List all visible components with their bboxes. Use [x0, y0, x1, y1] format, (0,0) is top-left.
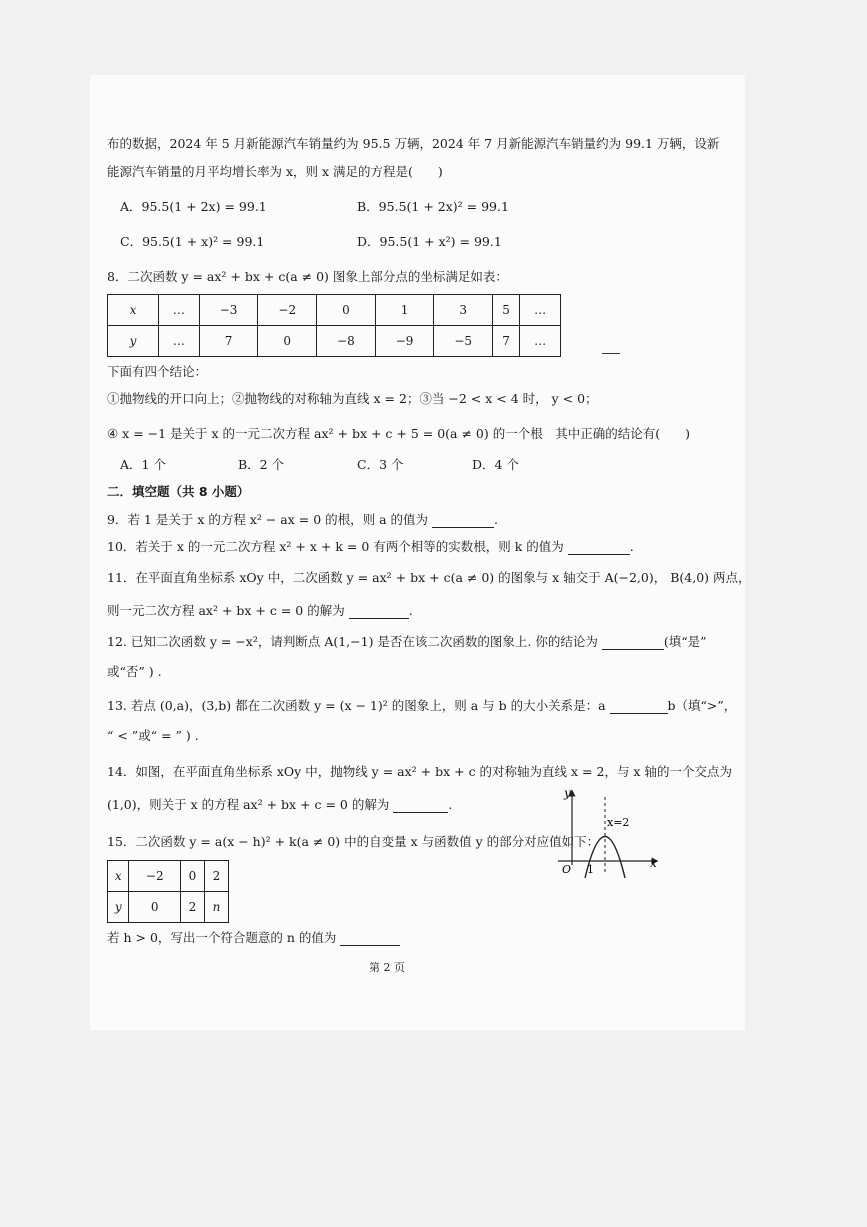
scan-mark: [602, 353, 620, 354]
q8-cell: 0: [317, 295, 376, 326]
q14-line1: 14．如图，在平面直角坐标系 xOy 中，抛物线 y = ax² + bx + c 的对称轴为直线 x = 2，与 x 轴的一个交点为: [107, 764, 732, 779]
q8-option-c: C．3 个: [357, 457, 404, 472]
q8-cell: 0: [258, 326, 317, 357]
q8-cell: −5: [434, 326, 493, 357]
q15-cell: n: [204, 892, 228, 923]
q7-option-b: B．95.5(1 + 2x)² = 99.1: [357, 199, 509, 214]
q15-cell: y: [108, 892, 129, 923]
q8-cell: 1: [375, 295, 434, 326]
q8-option-a: A．1 个: [120, 457, 166, 472]
q8-cell: …: [520, 326, 561, 357]
tick-one-label: 1: [587, 863, 594, 876]
q12-text: 12. 已知二次函数 y = −x²，请判断点 A(1,−1) 是否在该二次函数的图象上. 你的结论为: [107, 634, 598, 649]
q15-cell: 0: [181, 861, 205, 892]
q10-end: .: [629, 539, 634, 554]
q7-line2: 能源汽车销量的月平均增长率为 x，则 x 满足的方程是( ): [107, 164, 443, 179]
q8-conclusions-2: ④ x = −1 是关于 x 的一元二次方程 ax² + bx + c + 5 = 0(a ≠ 0) 的一个根 其中正确的结论有( ): [107, 426, 690, 441]
q8-cell: 7: [493, 326, 520, 357]
y-axis-label: y: [564, 786, 571, 800]
q15-cell: −2: [129, 861, 181, 892]
q13-line2: “ < ”或“ = ” ) .: [107, 728, 199, 743]
q8-cell: 3: [434, 295, 493, 326]
q15-table-row-x: [108, 861, 229, 892]
q14-answer-blank[interactable]: [393, 800, 448, 813]
x-axis-label: x: [650, 856, 657, 870]
parabola-figure: [550, 785, 665, 880]
q9-line: [107, 512, 498, 528]
q8-cell: 7: [199, 326, 258, 357]
q8-cell: …: [159, 295, 200, 326]
q10-answer-blank[interactable]: [568, 542, 630, 555]
q8-cell: x: [108, 295, 159, 326]
q11-line2: [107, 603, 413, 619]
q9-text: 9．若 1 是关于 x 的方程 x² − ax = 0 的根，则 a 的值为: [107, 512, 429, 527]
q11-line1: 11．在平面直角坐标系 xOy 中，二次函数 y = ax² + bx + c(a ≠ 0) 的图象与 x 轴交于 A(−2,0)， B(4,0) 两点，: [107, 570, 751, 585]
q8-cell: −9: [375, 326, 434, 357]
q8-cell: y: [108, 326, 159, 357]
q14-end: .: [448, 797, 453, 812]
q11-text: 则一元二次方程 ax² + bx + c = 0 的解为: [107, 603, 345, 618]
symmetry-axis-label: x=2: [607, 816, 630, 829]
q10-line: [107, 539, 634, 555]
origin-label: O: [562, 863, 572, 876]
q8-conclusions-1: ①抛物线的开口向上；②抛物线的对称轴为直线 x = 2；③当 −2 < x < 4 时， y < 0；: [107, 391, 598, 406]
q8-table-row-y: [108, 326, 561, 357]
q9-end: .: [494, 512, 499, 527]
q15-table-row-y: [108, 892, 229, 923]
q12-answer-blank[interactable]: [602, 637, 664, 650]
q10-text: 10．若关于 x 的一元二次方程 x² + x + k = 0 有两个相等的实数根，则 k 的值为: [107, 539, 564, 554]
q8-option-b: B．2 个: [238, 457, 285, 472]
section-title: 二．填空题（共 8 小题）: [107, 484, 250, 499]
q14-line2: [107, 797, 452, 813]
q8-cell: −8: [317, 326, 376, 357]
q8-cell: …: [159, 326, 200, 357]
q13-text: 13. 若点 (0,a)，(3,b) 都在二次函数 y = (x − 1)² 的图象上，则 a 与 b 的大小关系是：a: [107, 698, 606, 713]
q12-line2: 或“否” ) .: [107, 664, 162, 679]
q15-cell: 2: [204, 861, 228, 892]
q8-option-d: D．4 个: [472, 457, 519, 472]
q15-tail: 若 h > 0，写出一个符合题意的 n 的值为: [107, 930, 337, 945]
q11-answer-blank[interactable]: [349, 606, 409, 619]
q11-end: .: [408, 603, 413, 618]
q8-table: [107, 294, 561, 357]
q7-option-d: D．95.5(1 + x²) = 99.1: [357, 234, 502, 249]
q12-end: (填“是”: [663, 634, 707, 649]
q15-stem: 15．二次函数 y = a(x − h)² + k(a ≠ 0) 中的自变量 x 与函数值 y 的部分对应值如下：: [107, 834, 600, 849]
q8-intro: 下面有四个结论：: [107, 364, 208, 379]
q13-line1: [107, 698, 736, 714]
q14-text: (1,0)，则关于 x 的方程 ax² + bx + c = 0 的解为: [107, 797, 390, 812]
q8-cell: −2: [258, 295, 317, 326]
q7-option-c: C．95.5(1 + x)² = 99.1: [120, 234, 265, 249]
q7-option-a: A．95.5(1 + 2x) = 99.1: [120, 199, 267, 214]
q15-table: [107, 860, 229, 923]
q8-table-row-x: [108, 295, 561, 326]
q8-stem: 8．二次函数 y = ax² + bx + c(a ≠ 0) 图象上部分点的坐标满足如表：: [107, 269, 508, 284]
q9-answer-blank[interactable]: [432, 515, 494, 528]
q8-cell: 5: [493, 295, 520, 326]
q13-answer-blank[interactable]: [610, 701, 668, 714]
q15-tail-line: [107, 930, 400, 946]
q12-line1: [107, 634, 707, 650]
q8-cell: …: [520, 295, 561, 326]
q15-cell: 2: [181, 892, 205, 923]
q15-answer-blank[interactable]: [340, 933, 400, 946]
q15-cell: x: [108, 861, 129, 892]
q7-line1: 布的数据，2024 年 5 月新能源汽车销量约为 95.5 万辆，2024 年 7 月新能源汽车销量约为 99.1 万辆，设新: [107, 136, 720, 151]
page-number: 第 2 页: [369, 961, 405, 974]
q8-cell: −3: [199, 295, 258, 326]
q13-end: b（填“>”，: [667, 698, 737, 713]
q15-cell: 0: [129, 892, 181, 923]
